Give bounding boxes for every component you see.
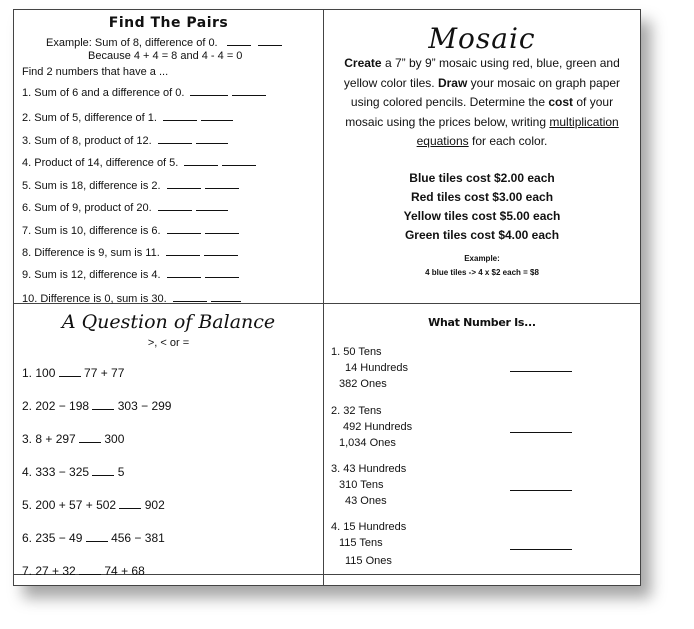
answer-blank[interactable] — [196, 200, 228, 211]
comparison-blank[interactable] — [79, 564, 101, 575]
find-pairs-item-text: 2. Sum of 5, difference of 1. — [22, 112, 157, 124]
answer-line[interactable] — [510, 549, 572, 550]
answer-blank[interactable] — [167, 267, 201, 278]
comparison-blank[interactable] — [86, 531, 108, 542]
balance-title: A Question of Balance — [61, 311, 276, 333]
find-pairs-item — [22, 133, 228, 147]
comparison-blank[interactable] — [79, 432, 101, 443]
answer-blank[interactable] — [167, 178, 201, 189]
balance-right: 300 — [101, 432, 125, 446]
answer-blank[interactable] — [158, 133, 192, 144]
mosaic-line3b: of your — [573, 95, 614, 109]
balance-left: 1. 100 — [22, 366, 59, 380]
mosaic-title: Mosaic — [428, 22, 536, 55]
comparison-blank[interactable] — [92, 399, 114, 410]
balance-left: 4. 333 − 325 — [22, 465, 93, 479]
find-pairs-item — [22, 223, 239, 237]
find-pairs-item-text: 7. Sum is 10, difference is 6. — [22, 225, 161, 237]
find-pairs-item — [22, 85, 266, 99]
worksheet — [13, 9, 641, 586]
mosaic-line5b: for each color. — [468, 134, 548, 148]
answer-blank[interactable] — [205, 267, 239, 278]
find-pairs-title: Find The Pairs — [108, 15, 229, 31]
answer-blank[interactable] — [196, 133, 228, 144]
answer-blank[interactable] — [222, 155, 256, 166]
balance-right: 902 — [141, 498, 165, 512]
mosaic-line1: a 7” by 9” mosaic using red, blue, green and — [381, 56, 620, 70]
price-green: Green tiles cost $4.00 each — [404, 228, 560, 242]
answer-line[interactable] — [510, 371, 572, 372]
what-number-line: 115 Ones — [345, 555, 392, 567]
what-number-line: 3. 43 Hundreds — [331, 463, 407, 475]
what-number-line: 4. 15 Hundreds — [331, 521, 407, 533]
price-red: Red tiles cost $3.00 each — [410, 190, 554, 204]
balance-left: 7. 27 + 32 — [22, 564, 80, 578]
what-number-line: 14 Hundreds — [345, 362, 408, 374]
answer-blank[interactable] — [211, 291, 241, 302]
find-pairs-intro: Find 2 numbers that have a ... — [22, 66, 169, 78]
answer-blank[interactable] — [166, 245, 200, 256]
find-pairs-item-text: 1. Sum of 6 and a difference of 0. — [22, 87, 185, 99]
what-number-section — [324, 304, 640, 574]
what-number-line: 115 Tens — [339, 537, 383, 549]
answer-blank[interactable] — [232, 85, 266, 96]
mosaic-section — [324, 10, 640, 303]
find-pairs-example — [46, 35, 282, 49]
find-pairs-item-text: 3. Sum of 8, product of 12. — [22, 135, 152, 147]
answer-line[interactable] — [510, 432, 572, 433]
balance-subtitle: >, < or = — [147, 337, 190, 349]
find-pairs-item-text: 8. Difference is 9, sum is 11. — [22, 247, 160, 259]
price-yellow: Yellow tiles cost $5.00 each — [403, 209, 561, 223]
find-pairs-item — [22, 178, 239, 192]
balance-right: 303 − 299 — [114, 399, 172, 413]
balance-item — [22, 432, 124, 446]
find-pairs-item-text: 4. Product of 14, difference of 5. — [22, 157, 179, 169]
example-label: Example: — [464, 254, 500, 263]
find-pairs-item — [22, 245, 238, 259]
what-number-line: 1. 50 Tens — [331, 346, 382, 358]
balance-item — [22, 399, 171, 413]
what-number-line: 2. 32 Tens — [331, 405, 382, 417]
answer-blank[interactable] — [167, 223, 201, 234]
balance-item — [22, 465, 124, 479]
balance-right: 74 + 68 — [101, 564, 145, 578]
find-pairs-because: Because 4 + 4 = 8 and 4 - 4 = 0 — [88, 50, 243, 62]
find-pairs-item-text: 9. Sum is 12, difference is 4. — [22, 269, 161, 281]
mosaic-line4a: mosaic using the prices below, writing — [345, 114, 550, 129]
mosaic-line2a: yellow color tiles. — [343, 75, 438, 90]
answer-line[interactable] — [510, 490, 572, 491]
find-pairs-item — [22, 110, 233, 124]
what-number-line: 43 Ones — [345, 495, 387, 507]
what-number-line: 382 Ones — [339, 378, 387, 390]
comparison-blank[interactable] — [92, 465, 114, 476]
answer-blank[interactable] — [205, 223, 239, 234]
answer-blank[interactable] — [204, 245, 238, 256]
what-number-line: 1,034 Ones — [339, 437, 396, 449]
price-blue: Blue tiles cost $2.00 each — [409, 171, 555, 185]
what-number-title: What Number Is... — [428, 316, 536, 329]
answer-blank[interactable] — [163, 110, 197, 121]
comparison-blank[interactable] — [119, 498, 141, 509]
balance-left: 3. 8 + 297 — [22, 432, 80, 446]
balance-item — [22, 531, 165, 545]
comparison-blank[interactable] — [59, 366, 81, 377]
multiplication-word: multiplication — [549, 114, 619, 129]
answer-blank[interactable] — [173, 291, 207, 302]
balance-right: 77 + 77 — [80, 366, 125, 380]
find-pairs-item-text: 5. Sum is 18, difference is 2. — [22, 180, 161, 192]
balance-item — [22, 564, 145, 578]
find-pairs-item-text: 10. Difference is 0, sum is 30. — [22, 293, 167, 305]
mosaic-line3a: using colored pencils. Determine the — [350, 95, 549, 109]
answer-blank[interactable] — [158, 200, 192, 211]
balance-left: 6. 235 − 49 — [22, 531, 86, 545]
draw-word: Draw — [437, 75, 468, 90]
find-pairs-item-text: 6. Sum of 9, product of 20. — [22, 202, 152, 214]
balance-item — [22, 498, 165, 512]
answer-blank[interactable] — [201, 110, 233, 121]
equations-word: equations — [416, 134, 469, 148]
mosaic-instructions — [334, 54, 630, 152]
answer-blank[interactable] — [258, 35, 282, 46]
example-text: Example: Sum of 8, difference of 0. — [46, 37, 218, 49]
create-word: Create — [344, 56, 382, 70]
find-pairs-item — [22, 200, 228, 214]
balance-item — [22, 366, 124, 380]
balance-section — [14, 304, 323, 578]
find-pairs-item — [22, 291, 241, 305]
balance-right: 5 — [114, 465, 125, 479]
what-number-line: 310 Tens — [339, 479, 384, 491]
answer-blank[interactable] — [190, 85, 228, 96]
balance-right: 456 − 381 — [107, 531, 165, 545]
balance-left: 5. 200 + 57 + 502 — [22, 498, 120, 512]
find-pairs-section — [14, 10, 323, 303]
find-pairs-item — [22, 155, 256, 169]
find-pairs-item — [22, 267, 239, 281]
cost-word: cost — [548, 95, 574, 109]
what-number-line: 492 Hundreds — [343, 421, 413, 433]
answer-blank[interactable] — [227, 35, 251, 46]
mosaic-line2b: your mosaic on graph paper — [467, 75, 621, 90]
example-text: 4 blue tiles -> 4 x $2 each = $8 — [425, 268, 539, 277]
balance-left: 2. 202 − 198 — [22, 399, 93, 413]
answer-blank[interactable] — [184, 155, 218, 166]
answer-blank[interactable] — [205, 178, 239, 189]
